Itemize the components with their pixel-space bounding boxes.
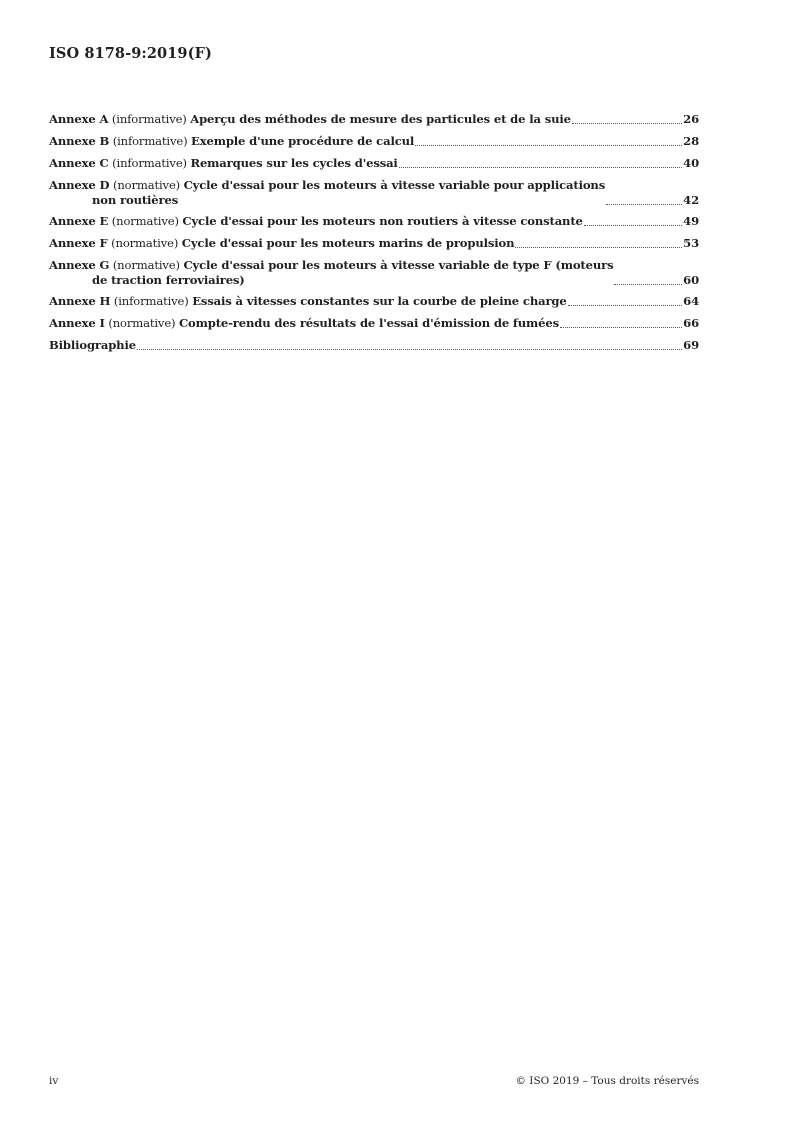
toc-entry-text <box>49 258 613 288</box>
annex-type: (informative) <box>112 156 187 170</box>
annex-type: (normative) <box>112 178 181 192</box>
annex-title: Cycle d'essai pour les moteurs à vitesse variable de type F (moteurs <box>183 258 614 272</box>
annex-label: Annexe C <box>49 156 109 170</box>
toc-entry-text <box>49 316 559 331</box>
toc-entry-annex-f[interactable] <box>49 236 699 251</box>
toc-entry-text <box>49 112 571 127</box>
copyright-footer: © ISO 2019 – Tous droits réservés <box>515 1075 699 1087</box>
annex-title: Remarques sur les cycles d'essai <box>190 156 398 170</box>
annex-label: Annexe E <box>49 214 109 228</box>
dot-leader <box>584 224 682 226</box>
annex-title: Cycle d'essai pour les moteurs marins de propulsion <box>181 236 515 250</box>
page-number-footer: iv <box>49 1075 59 1087</box>
bibliography-label: Bibliographie <box>49 338 136 352</box>
page-number: 66 <box>683 316 699 330</box>
toc-entry-text <box>49 178 605 208</box>
toc-entry-text <box>49 338 136 353</box>
toc-entry-annex-g[interactable] <box>49 258 699 288</box>
page-number: 64 <box>683 294 699 308</box>
annex-type: (informative) <box>113 294 189 308</box>
annex-label: Annexe H <box>49 294 111 308</box>
annex-title: Compte-rendu des résultats de l'essai d'émission de fumées <box>178 316 559 330</box>
toc-entry-text <box>49 134 414 149</box>
dot-leader <box>415 144 682 146</box>
annex-title: Cycle d'essai pour les moteurs non routiers à vitesse constante <box>182 214 583 228</box>
page-number: 42 <box>683 193 699 207</box>
annex-label: Annexe A <box>49 112 109 126</box>
page-number: 53 <box>683 236 699 250</box>
toc-entry-annex-i[interactable] <box>49 316 699 331</box>
dot-leader <box>560 326 682 328</box>
toc-entry-text <box>49 214 583 229</box>
annex-title: Cycle d'essai pour les moteurs à vitesse variable pour applications <box>183 178 606 192</box>
dot-leader <box>399 166 682 168</box>
annex-title-continuation: de traction ferroviaires) <box>92 273 245 287</box>
annex-label: Annexe I <box>49 316 105 330</box>
page-number: 40 <box>683 156 699 170</box>
annex-label: Annexe F <box>49 236 108 250</box>
dot-leader <box>572 122 682 124</box>
annex-title: Aperçu des méthodes de mesure des particules et de la suie <box>190 112 571 126</box>
toc-entry-text <box>49 294 567 309</box>
toc-entry-annex-a[interactable] <box>49 112 699 127</box>
page-number: 49 <box>683 214 699 228</box>
annex-label: Annexe B <box>49 134 110 148</box>
dot-leader <box>515 246 682 248</box>
annex-label: Annexe D <box>49 178 110 192</box>
page-number: 28 <box>683 134 699 148</box>
annex-label: Annexe G <box>49 258 110 272</box>
toc-entry-annex-h[interactable] <box>49 294 699 309</box>
toc-entry-annex-c[interactable] <box>49 156 699 171</box>
toc-entry-first-line <box>49 178 605 193</box>
annex-type: (informative) <box>112 134 188 148</box>
dot-leader <box>614 283 682 285</box>
toc-entry-bibliographie[interactable] <box>49 338 699 353</box>
toc-entry-first-line <box>49 258 613 273</box>
toc-entry-annex-b[interactable] <box>49 134 699 149</box>
annex-title-continuation: non routières <box>92 193 179 207</box>
document-id-header: ISO 8178-9:2019(F) <box>49 45 212 62</box>
annex-type: (normative) <box>112 258 180 272</box>
dot-leader <box>606 203 682 205</box>
toc-entry-annex-d[interactable] <box>49 178 699 208</box>
annex-type: (normative) <box>108 316 176 330</box>
toc-entry-text <box>49 236 514 251</box>
dot-leader <box>137 348 682 350</box>
annex-title: Essais à vitesses constantes sur la courbe de pleine charge <box>192 294 567 308</box>
page-number: 69 <box>683 338 699 352</box>
annex-type: (normative) <box>111 236 179 250</box>
annex-type: (normative) <box>111 214 179 228</box>
toc-entry-annex-e[interactable] <box>49 214 699 229</box>
toc-entry-text <box>49 156 398 171</box>
page-number: 60 <box>683 273 699 287</box>
annex-title: Exemple d'une procédure de calcul <box>191 134 415 148</box>
annex-type: (informative) <box>111 112 187 126</box>
dot-leader <box>568 304 683 306</box>
table-of-contents <box>49 112 699 360</box>
page-number: 26 <box>683 112 699 126</box>
